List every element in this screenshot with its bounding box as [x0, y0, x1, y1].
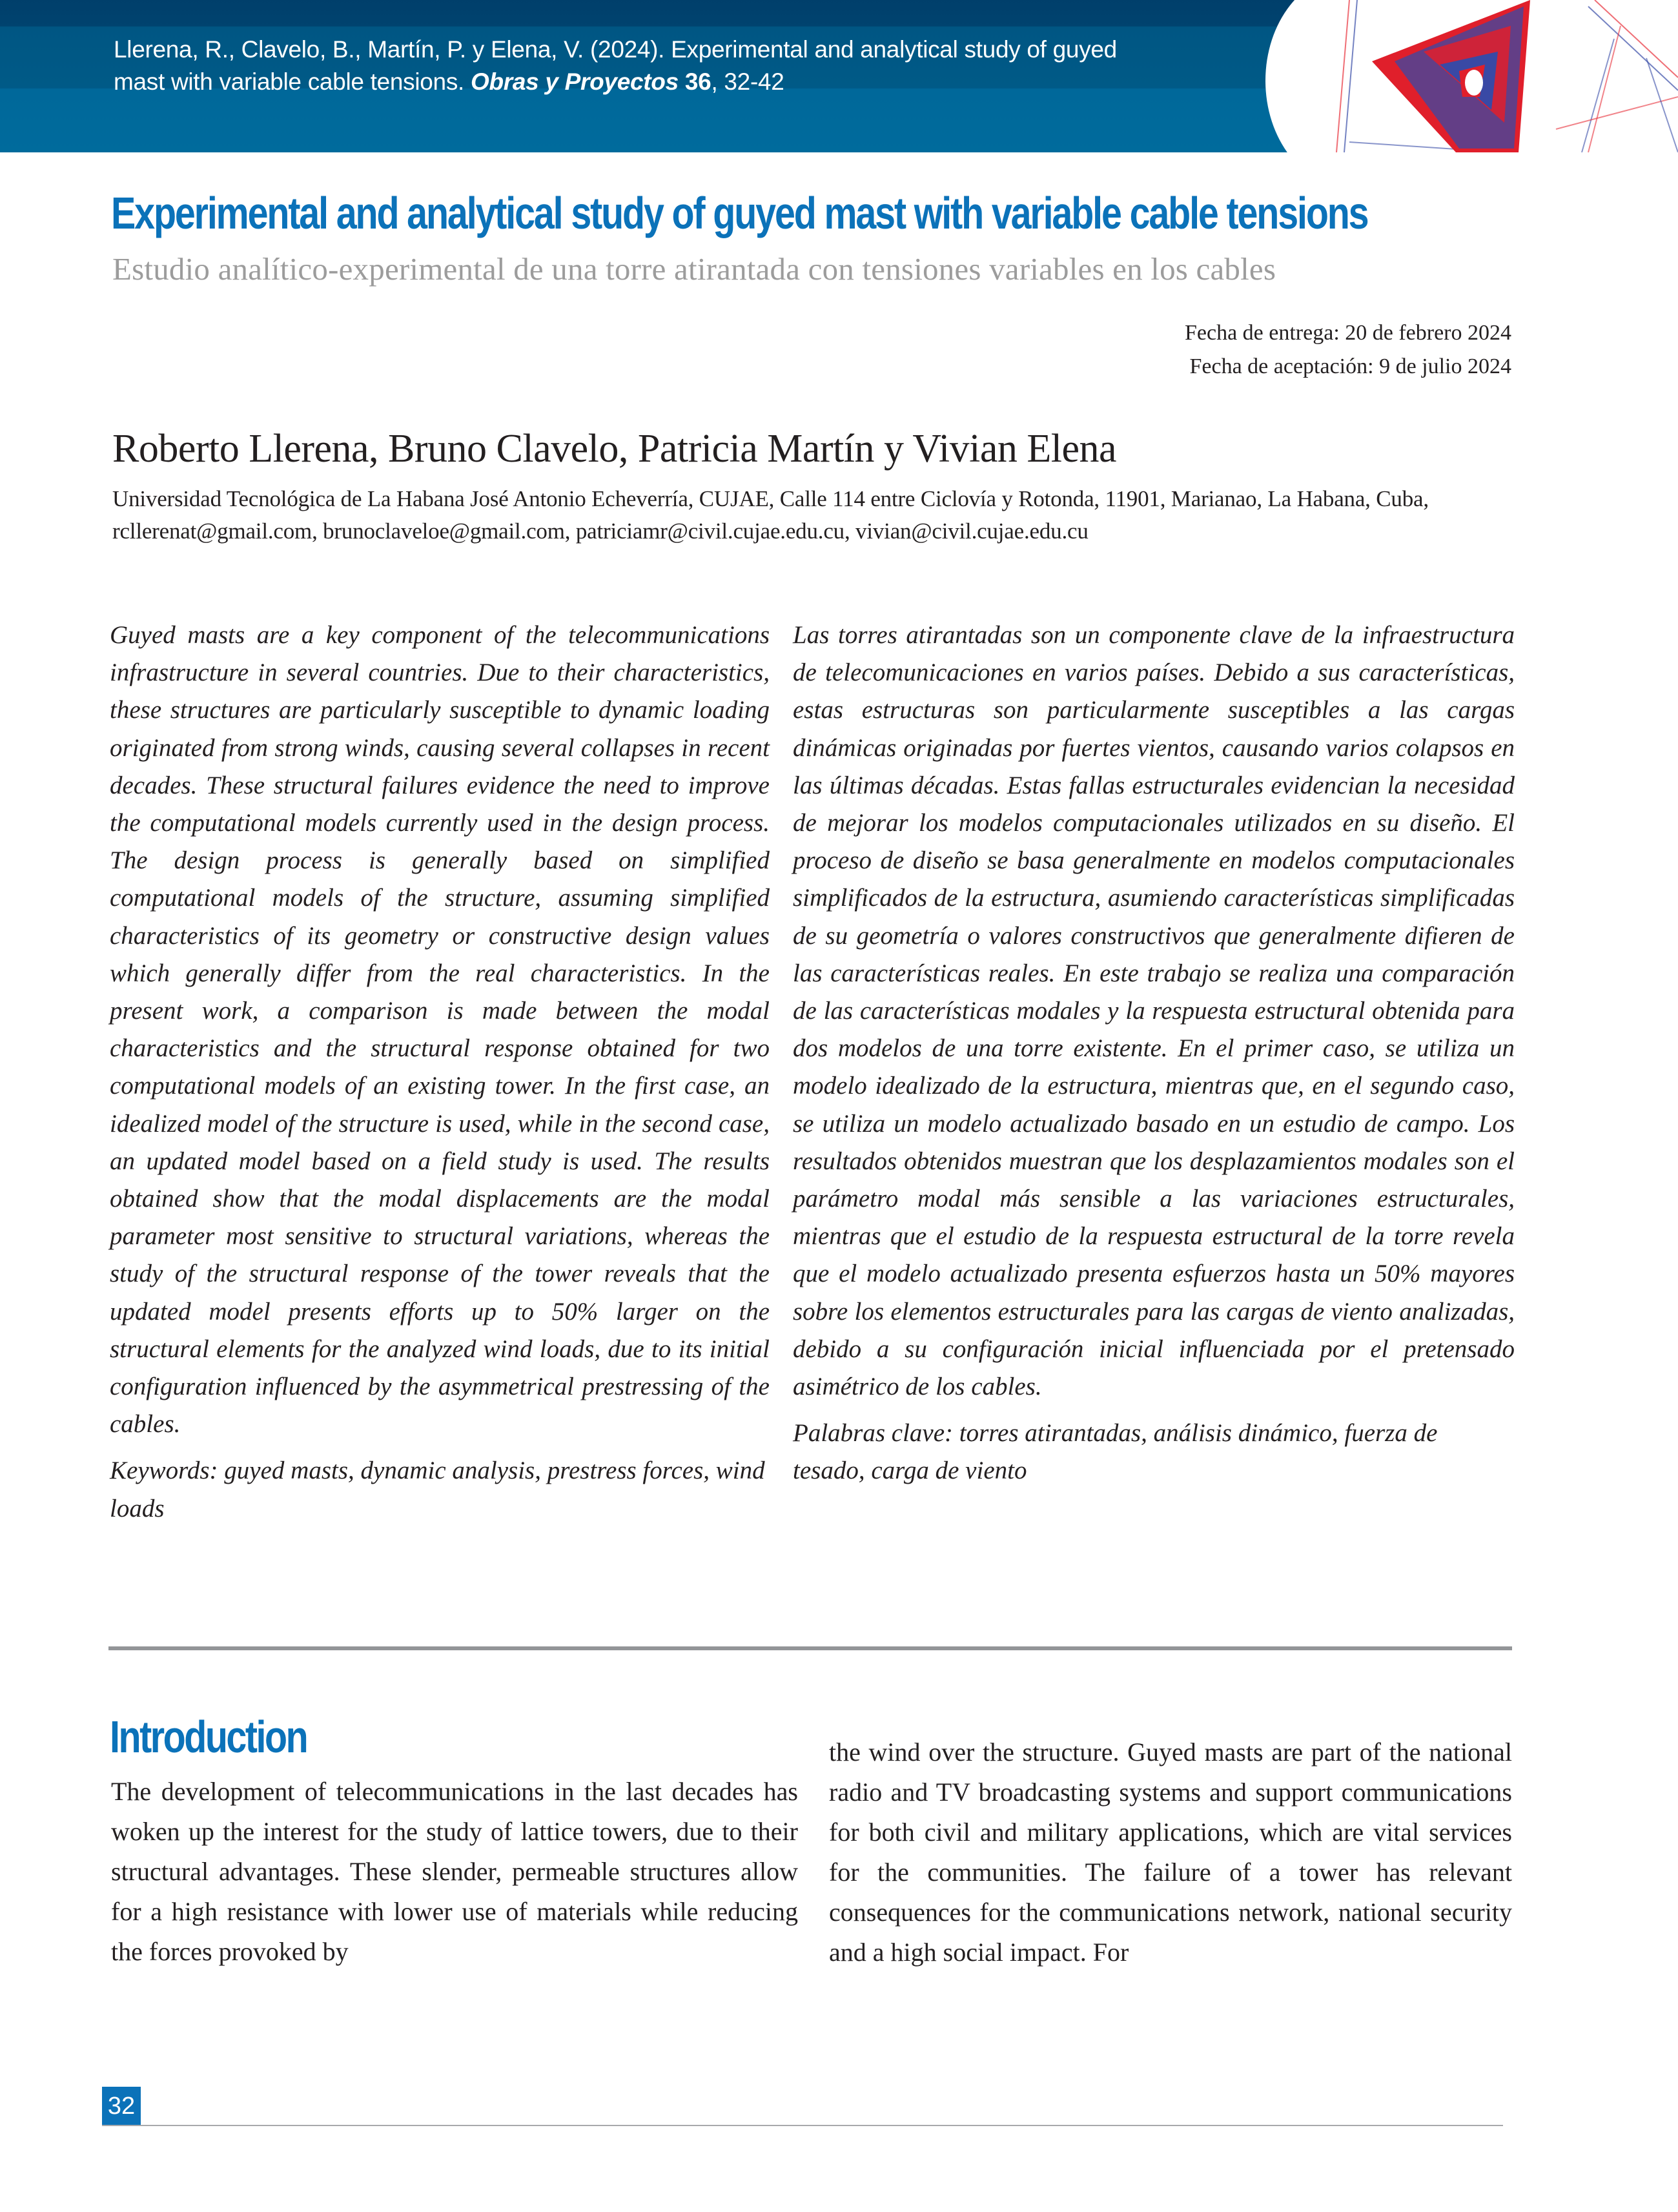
- keywords-spanish: Palabras clave: torres atirantadas, análisis dinámico, fuerza de tesado, carga de viento: [793, 1419, 1438, 1485]
- abstract-english: [110, 617, 770, 1528]
- abstract-english-text: Guyed masts are a key component of the telecommunications infrastructure in several countries. Due to their characteristics, these structures are particularly susceptible to dynamic loading originated from strong winds, causing several collapses in recent decades. These structural failures evidence the need to improve the computational models currently used in the design process. The design process is generally based on simplified computational models of the structure, assuming simplified characteristics of its geometry or constructive design values which generally differ from the real characteristics. In the present work, a comparison is made between the modal characteristics and the structural response obtained for two computational models of an existing tower. In the first case, an idealized model of the structure is used, while in the second case, an updated model based on a field study is used. The results obtained show that the modal displacements are the modal parameter most sensitive to structural variations, whereas the study of the structural response of the tower reveals that the updated model presents efforts up to 50% larger on the structural elements for the analyzed wind loads, due to its initial configuration influenced by the asymmetrical prestressing of the cables.: [110, 621, 770, 1439]
- introduction-column-left: [111, 1772, 798, 1972]
- page-number-badge: 32: [102, 2087, 141, 2125]
- author-affiliation: Universidad Tecnológica de La Habana José Antonio Echeverría, CUJAE, Calle 114 entre Ciclovía y Rotonda, 11901, Marianao, La Habana, Cuba, rcllerenat@gmail.com, brunoclaveloe@gmail.com, patriciamr@civil.cujae.edu.cu, vivian@civil.cujae.edu.cu: [112, 486, 1429, 544]
- section-divider: [108, 1646, 1512, 1650]
- citation-text: mast with variable cable tensions.: [114, 68, 471, 95]
- introduction-column-right: [829, 1732, 1512, 1972]
- guyed-mast-tower-icon: [1311, 0, 1678, 152]
- introduction-heading: Introduction: [110, 1712, 307, 1762]
- journal-volume: 36: [678, 68, 711, 95]
- article-subtitle: Estudio analítico-experimental de una torre atirantada con tensiones variables en los cables: [112, 251, 1276, 287]
- article-title: Experimental and analytical study of guyed mast with variable cable tensions: [111, 188, 1368, 238]
- journal-name: Obras y Proyectos: [471, 68, 679, 95]
- submission-dates: [1185, 316, 1511, 384]
- author-list: Roberto Llerena, Bruno Clavelo, Patricia Martín y Vivian Elena: [112, 427, 1117, 471]
- abstract-spanish-text: Las torres atirantadas son un componente clave de la infraestructura de telecomunicaciones en varios países. Debido a sus características, estas estructuras son particularmente susceptibles a las cargas dinámicas originadas por fuertes vientos, causando varios colapsos en las últimas décadas. Estas fallas estructurales evidencian la necesidad de mejorar los modelos computacionales utilizados en su diseño. El proceso de diseño se basa generalmente en modelos computacionales simplificados de la estructura, asumiendo características simplificadas de su geometría o valores constructivos que generalmente difieren de las características reales. En este trabajo se realiza una comparación de las características modales y la respuesta estructural obtenida para dos modelos de una torre existente. En el primer caso, se utiliza un modelo idealizado de la estructura, mientras que, en el segundo caso, se utiliza un modelo actualizado basado en un estudio de campo. Los resultados obtenidos muestran que los desplazamientos modales son el parámetro modal más sensible a las variaciones estructurales, mientras que el estudio de la respuesta estructural de la torre revela que el modelo actualizado presenta esfuerzos hasta un 50% mayores sobre los elementos estructurales para las cargas de viento analizadas, debido a su configuración inicial influenciada por el pretensado asimétrico de los cables.: [793, 621, 1515, 1401]
- keywords-english: Keywords: guyed masts, dynamic analysis, prestress forces, wind loads: [110, 1457, 765, 1522]
- received-date: Fecha de entrega: 20 de febrero 2024: [1185, 321, 1511, 345]
- abstract-spanish: [793, 617, 1515, 1490]
- journal-pages: , 32-42: [711, 68, 784, 95]
- accepted-date: Fecha de aceptación: 9 de julio 2024: [1189, 354, 1511, 378]
- citation-line-1: Llerena, R., Clavelo, B., Martín, P. y Elena, V. (2024). Experimental and analytical study of guyed: [114, 36, 1117, 63]
- citation: [114, 34, 1276, 98]
- journal-header: [0, 0, 1678, 152]
- footer-rule: [102, 2125, 1503, 2126]
- introduction-paragraph-continued: the wind over the structure. Guyed masts are part of the national radio and TV broadcasting systems and support communications for both civil and military applications, which are vital services for the communities. The failure of a tower has relevant consequences for the communications network, national security and a high social impact. For: [829, 1737, 1512, 1967]
- introduction-paragraph: The development of telecommunications in the last decades has woken up the interest for the study of lattice towers, due to their structural advantages. These slender, permeable structures allow for a high resistance with lower use of materials while reducing the forces provoked by: [111, 1777, 798, 1966]
- citation-line-2: [114, 66, 1276, 98]
